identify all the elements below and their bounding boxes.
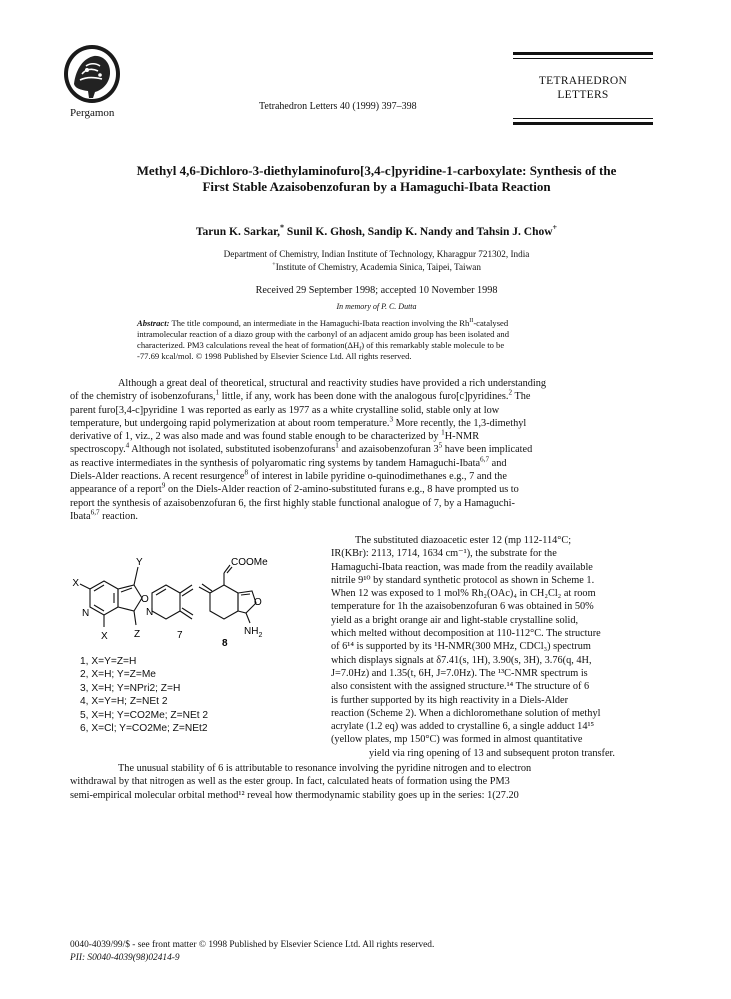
received-dates: Received 29 September 1998; accepted 10 November 1998 xyxy=(255,285,498,296)
right-column-text: The substituted diazoacetic ester 12 (mp 112-114°C; IR(KBr): 2113, 1714, 1634 cm⁻¹), the substrate for the Hamaguchi-Ibata reaction, was made from the readily available nitrile 9¹⁰ by standard synthetic protocol as shown in Scheme 1. When 12 was exposed to 1 mol% Rh₂(OAc)₄ in CH₂Cl₂ at room temperature for 1h the azaisobenzofuran 6 was obtained in 50% yield as a bright orange air and light-stable crystalline solid, which melted without decomposition at 110-112°C. The structure of 6¹⁴ is supported by its ¹H-NMR(300 MHz, CDCl₃) spectrum which displays signals at δ7.41(s, 1H), 3.90(s, 3H), 3.76(q, 4H, J=7.0Hz) and 1.35(t, 6H, J=7.0Hz). The ¹³C-NMR spectrum is also consistent with the assigned structure.¹⁴ The structure of 6 is further supported by its high reactivity in a Diels-Alder reaction (Scheme 2). When a dichloromethane solution of methyl acrylate (1.2 eq) was added to crystalline 6, a single adduct 14¹⁵ (yellow plates, mp 150°C) was formed in almost quantitative yield via ring opening of 13 and subsequent proton transfer. xyxy=(331,535,615,759)
furan-o-label: O xyxy=(141,594,149,605)
paragraph-2: The unusual stability of 6 is attributable to resonance involving the pyridine nitrogen and to electron withdrawal by that nitrogen as well as the ester group. In fact, calculated heats of formation using the PM3 semi-empirical molecular orbital method¹² reveal how thermodynamic stability goes up in the series: 1(27.20 xyxy=(70,763,532,801)
header-rule-top-2 xyxy=(513,58,653,59)
affiliation-2: +Institute of Chemistry, Academia Sinica, Taipei, Taiwan xyxy=(272,260,481,272)
header-rule-bottom-1 xyxy=(513,118,653,119)
journal-name: TETRAHEDRON LETTERS xyxy=(538,75,628,101)
structure-7-n-label: N xyxy=(146,607,154,618)
article-title: Methyl 4,6-Dichloro-3-diethylaminofuro[3,4-c]pyridine-1-carboxylate: Synthesis of the First Stable Azaisobenzofuran by a Hamaguchi-Ibata Reaction xyxy=(136,163,617,194)
header-rule-bottom-2 xyxy=(513,122,653,125)
abstract: Abstract: The title compound, an intermediate in the Hamaguchi-Ibata reaction involving the $Rh^{II}$-catalysed intramolecular reaction of a diazo group with the carbonyl of an adjacent amido group has been isolated and characterized. PM3 calculations reveal the heat of $formation(\Delta H_f)$ of this remarkably stable molecule to be -77.69 kcal/mol. © 1998 Published by Elsevier Science Ltd. All rights reserved. xyxy=(137,318,510,362)
compound-list xyxy=(80,655,208,735)
structure-7-label: 7 xyxy=(177,630,183,641)
dedication: In memory of P. C. Dutta xyxy=(336,302,417,311)
substituent-x-bottom: X xyxy=(101,631,108,642)
compound-item: 3, X=H; Y=NPri2; Z=H xyxy=(80,682,181,694)
structure-figure xyxy=(74,555,332,650)
affiliation-1: Department of Chemistry, Indian Institute of Technology, Kharagpur 721302, India xyxy=(223,249,530,259)
substituent-y: Y xyxy=(136,557,143,568)
abstract-label: Abstract: xyxy=(137,318,170,328)
pyridine-n-label: N xyxy=(82,608,90,619)
header-rule-top-1 xyxy=(513,52,653,55)
journal-citation: Tetrahedron Letters 40 (1999) 397–398 xyxy=(259,101,417,112)
compound-item: 5, X=H; Y=CO2Me; Z=NEt 2 xyxy=(80,709,209,721)
compound-item: 6, X=Cl; Y=CO2Me; Z=NEt2 xyxy=(80,723,208,735)
publisher-name: Pergamon xyxy=(70,107,115,119)
copyright-line: 0040-4039/99/$ - see front matter © 1998 Published by Elsevier Science Ltd. All rights reserved. xyxy=(70,940,435,950)
author-list: Tarun K. Sarkar,* Sunil K. Ghosh, Sandip K. Nandy and Tahsin J. Chow+ xyxy=(195,223,558,238)
pii-line: PII: S0040-4039(98)02414-9 xyxy=(70,953,180,963)
structure-8-o-label: O xyxy=(254,597,262,608)
footer xyxy=(70,939,434,965)
structure-8-label: 8 xyxy=(222,638,228,649)
paragraph-1: Although a great deal of theoretical, structural and reactivity studies have provided a rich understanding of the chemistry of isobenzofurans,$^1$ little, if any, work has been done with the analogous furo[c]pyridines.$^2$ The parent furo[3,4-c]pyridine 1 was reported as early as 1977 as a white crystalline solid, stable only at low temperature, but undergoing rapid polymerization at about room temperature.$^3$ More recently, the 1,3-dimethyl derivative of 1, viz., 2 was also made and was found stable enough to be characterized by $^1$H-NMR spectroscopy.$^4$ Although not isolated, substituted isobenzofurans$^1$ and azaisobenzofuran $3^5$ have been implicated as reactive intermediates in the synthesis of polyaromatic ring systems by tandem Hamaguchi-Ibata$^{6,7}$ and Diels-Alder reactions. A recent resurgence$^8$ of interest in labile pyridine o-quinodimethanes e.g., 7 and the appearance of a report$^9$ on the Diels-Alder reaction of 2-amino-substituted furans e.g., 8 have prompted us to report the synthesis of azaisobenzofuran 6, the first highly stable functional analogue of 7, by a Hamaguchi- Ibata$^{6,7}$ reaction. xyxy=(70,378,547,522)
substituent-z: Z xyxy=(134,629,141,640)
elsevier-tree-logo-icon xyxy=(62,44,122,106)
compound-item: 1, X=Y=Z=H xyxy=(80,656,137,667)
structure-8-coome: COOMe xyxy=(231,557,268,568)
furopyridine-structures-diagram xyxy=(74,555,332,650)
structure-8-nh2: $NH_2$ xyxy=(244,626,263,639)
substituent-x-left: X xyxy=(72,578,79,589)
publisher-logo xyxy=(62,44,122,106)
compound-item: 4, X=Y=H; Z=NEt 2 xyxy=(80,696,168,708)
compound-item: 2, X=H; Y=Z=Me xyxy=(80,669,156,681)
